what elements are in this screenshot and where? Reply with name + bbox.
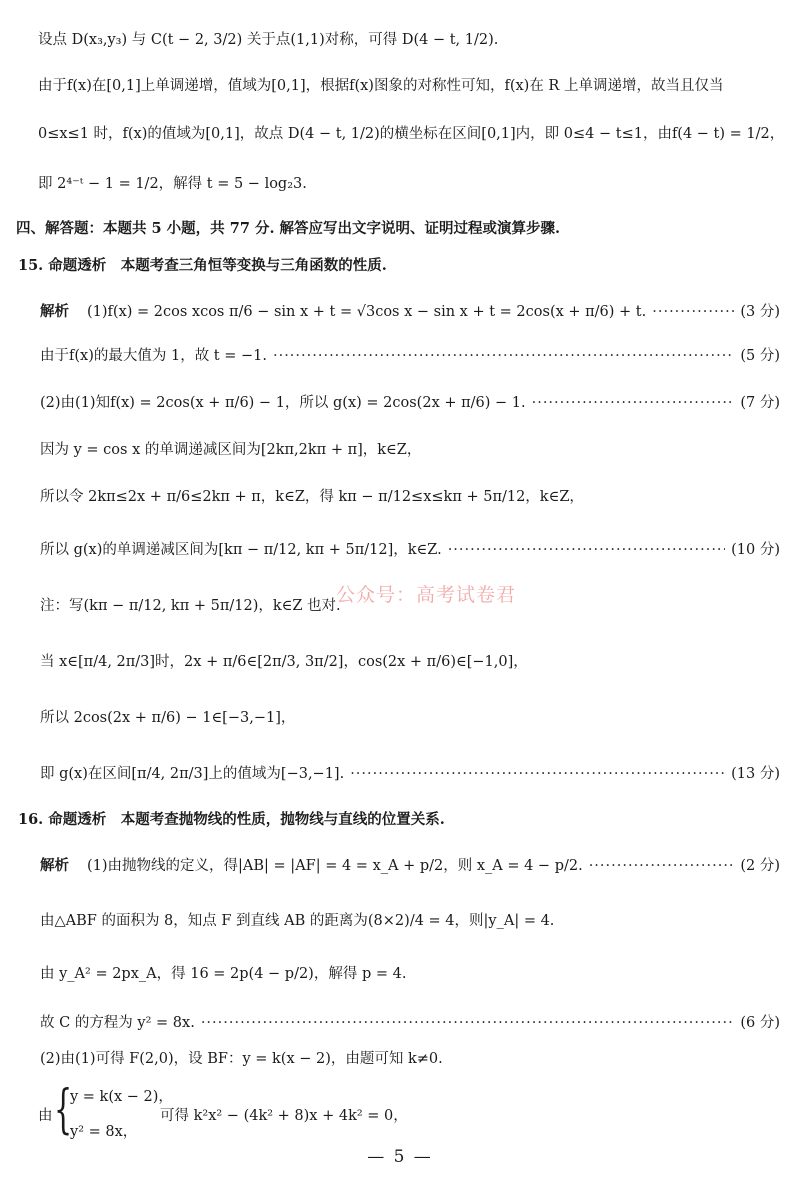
question-15-heading	[0, 256, 800, 276]
solution-line: 当 x∈[π/4, 2π/3]时，2x + π/6∈[2π/3, 3π/2]，cos(2x + π/6)∈[−1,0]，	[40, 654, 528, 670]
question-16-heading	[0, 810, 800, 830]
equation-system	[38, 1082, 538, 1144]
section-heading: 四、解答题：本题共 5 小题，共 77 分. 解答应写出文字说明、证明过程或演算步骤.	[16, 220, 561, 237]
system-equation: y = k(x − 2)，	[70, 1089, 173, 1105]
solution-text: (2)由(1)知f(x) = 2cos(x + π/6) − 1，所以 g(x) = 2cos(2x + π/6) − 1.	[40, 395, 526, 411]
text-line: 0≤x≤1 时，f(x)的值域为[0,1]，故点 D(4 − t, 1/2)的横坐标在区间[0,1]内，即 0≤4 − t≤1，由f(4 − t) = 1/2，	[38, 126, 785, 142]
score-label: (6 分)	[740, 1015, 780, 1031]
text-line: 由于f(x)在[0,1]上单调递增，值域为[0,1]，根据f(x)图象的对称性可知，f(x)在 R 上单调递增，故当且仅当	[38, 78, 724, 94]
dot-leader	[532, 393, 735, 413]
solution-text: (1)由抛物线的定义，得|AB| = |AF| = 4 = x_A + p/2，则 x_A = 4 − p/2.	[87, 858, 583, 874]
text-line: 设点 D(x₃,y₃) 与 C(t − 2, 3/2) 关于点(1,1)对称，可得 D(4 − t, 1/2).	[38, 32, 499, 48]
solution-line: 因为 y = cos x 的单调递减区间为[2kπ,2kπ + π]，k∈Z，	[40, 442, 422, 458]
solution-text: (1)f(x) = 2cos xcos π/6 − sin x + t = √3cos x − sin x + t = 2cos(x + π/6) + t.	[87, 304, 647, 320]
score-label: (13 分)	[731, 766, 780, 782]
question-15-title: 15. 命题透析 本题考查三角恒等变换与三角函数的性质.	[18, 257, 387, 274]
score-label: (10 分)	[731, 542, 780, 558]
solution-line	[0, 1013, 800, 1033]
page-number: — 5 —	[367, 1147, 433, 1167]
solution-note: 注：写(kπ − π/12, kπ + 5π/12)，k∈Z 也对.	[40, 598, 341, 614]
dot-leader	[273, 346, 734, 366]
solution-line	[0, 302, 800, 322]
solution-line	[0, 540, 800, 560]
system-prefix: 由	[38, 1108, 53, 1124]
watermark: 公众号：高考试卷君	[336, 584, 517, 606]
score-label: (2 分)	[740, 858, 780, 874]
solution-line: 所以 2cos(2x + π/6) − 1∈[−3,−1]，	[40, 710, 296, 726]
dot-leader	[589, 856, 735, 876]
system-equation: y² = 8x，	[70, 1124, 138, 1140]
solution-line	[0, 393, 800, 413]
dot-leader	[448, 540, 725, 560]
dot-leader	[201, 1013, 735, 1033]
text-line: 即 2⁴⁻ᵗ − 1 = 1/2，解得 t = 5 − log₂3.	[38, 176, 307, 192]
solution-line	[0, 856, 800, 876]
solution-text: 故 C 的方程为 y² = 8x.	[40, 1015, 195, 1031]
score-label: (7 分)	[740, 395, 780, 411]
solution-line: 由 y_A² = 2px_A，得 16 = 2p(4 − p/2)，解得 p = 4.	[40, 966, 407, 982]
brace-symbol: {	[54, 1080, 73, 1140]
solution-line: (2)由(1)可得 F(2,0)，设 BF：y = k(x − 2)，由题可知 k≠0.	[40, 1051, 443, 1067]
dot-leader	[350, 764, 725, 784]
solution-line	[0, 346, 800, 366]
solution-line: 所以令 2kπ≤2x + π/6≤2kπ + π，k∈Z，得 kπ − π/12≤x≤kπ + 5π/12，k∈Z，	[40, 489, 584, 505]
question-16-title: 16. 命题透析 本题考查抛物线的性质，抛物线与直线的位置关系.	[18, 811, 445, 828]
solution-text: 即 g(x)在区间[π/4, 2π/3]上的值域为[−3,−1].	[40, 766, 345, 782]
solution-text: 所以 g(x)的单调递减区间为[kπ − π/12, kπ + 5π/12]，k∈Z.	[40, 542, 442, 558]
score-label: (5 分)	[740, 348, 780, 364]
dot-leader	[652, 302, 734, 322]
solution-line	[0, 764, 800, 784]
solution-label: 解析	[40, 857, 69, 874]
score-label: (3 分)	[740, 304, 780, 320]
system-result: 可得 k²x² − (4k² + 8)x + 4k² = 0，	[160, 1108, 408, 1124]
solution-line: 由△ABF 的面积为 8，知点 F 到直线 AB 的距离为(8×2)/4 = 4，则|y_A| = 4.	[40, 913, 555, 929]
solution-text: 由于f(x)的最大值为 1，故 t = −1.	[40, 348, 267, 364]
solution-label: 解析	[40, 303, 69, 320]
